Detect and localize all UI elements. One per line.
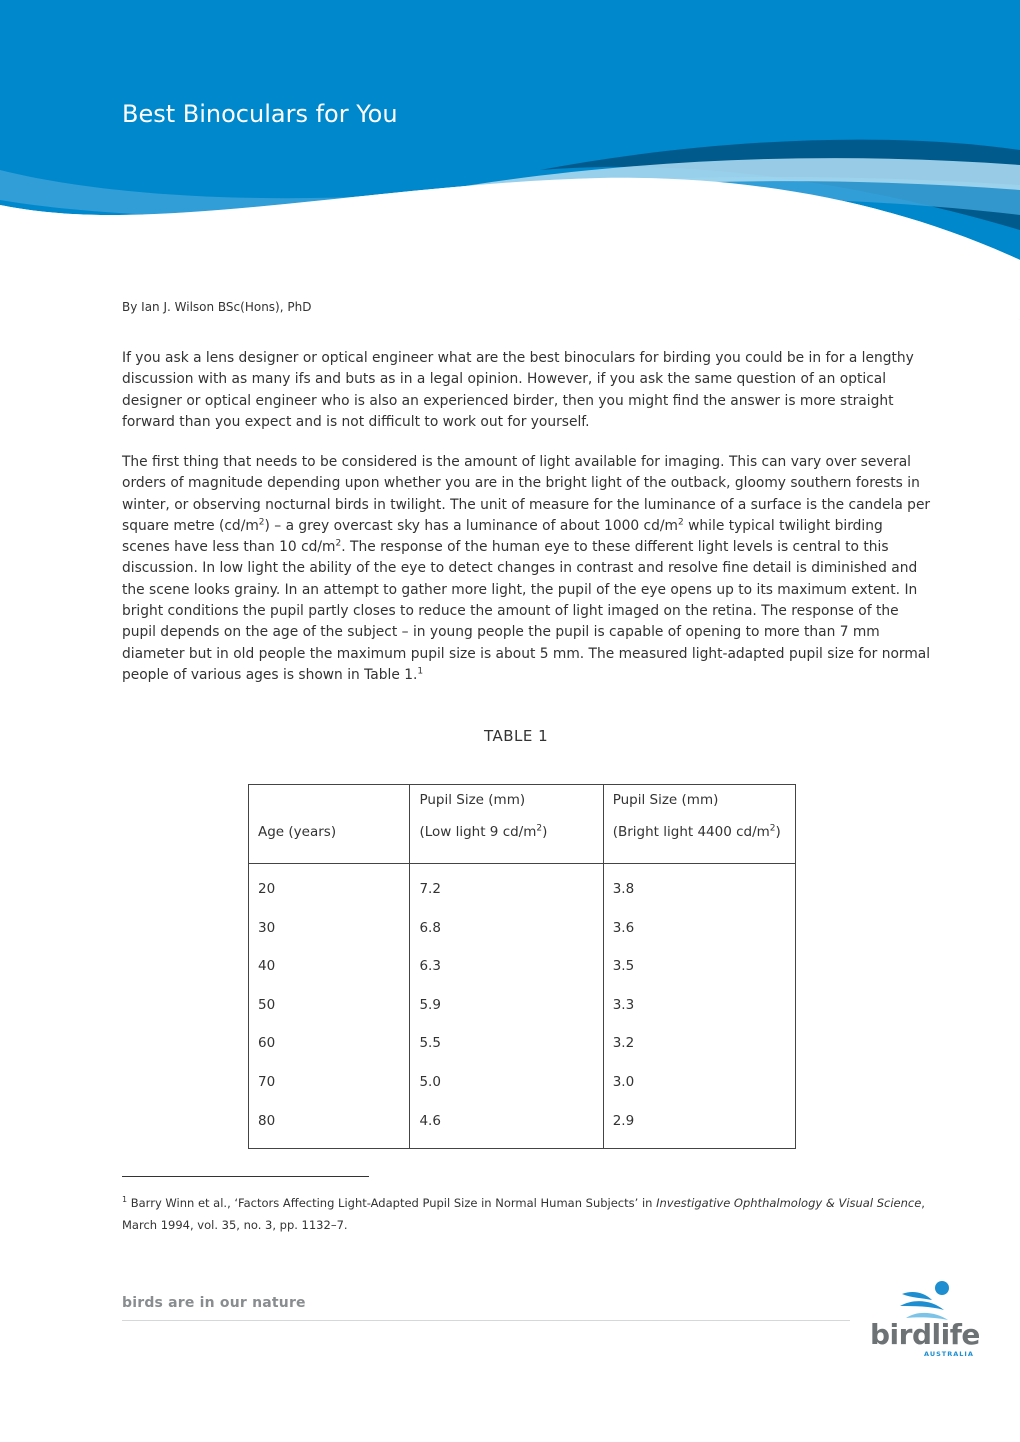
table-cell-age: 70 bbox=[249, 1063, 410, 1102]
birdlife-logo bbox=[868, 1280, 983, 1365]
table-cell-bright: 3.0 bbox=[603, 1063, 795, 1102]
footnote bbox=[122, 1192, 932, 1236]
paragraph-intro: If you ask a lens designer or optical engineer what are the best binoculars for birding you could be in for a lengthy discussion with as many ifs and buts as in a legal opinion. However, if you ask the same question of an optical designer or optical engineer who is also an experienced birder, then you might find the answer is more straight forward than you expect and is not difficult to work out for yourself. bbox=[122, 350, 914, 430]
header-bright-light bbox=[603, 785, 795, 864]
paragraph-light-text-d: . The response of the human eye to these different light levels is central to this discussion. In low light the ability of the eye to detect changes in contrast and resolve fine detail is diminished and the scene looks grainy. In an attempt to gather more light, the pupil of the eye opens up to its maximum extent. In bright conditions the pupil partly closes to reduce the amount of light imaged on the retina. The response of the pupil depends on the age of the subject – in young people the pupil is capable of opening to more than 7 mm diameter but in old people the maximum pupil size is about 5 mm. The measured light-adapted pupil size for normal people of various ages is shown in Table 1. bbox=[122, 539, 931, 683]
pupil-size-table bbox=[248, 784, 796, 1149]
table-cell-bright: 3.8 bbox=[603, 864, 795, 909]
header-bright-light-line1: Pupil Size (mm) bbox=[612, 792, 719, 808]
table-cell-low: 5.5 bbox=[410, 1024, 603, 1063]
paragraph-light-text-a: The first thing that needs to be considered is the amount of light available for imaging. This can vary over several orders of magnitude depending upon whether you are in the bright light of the outback, gloomy southern forests in winter, or observing nocturnal birds in twilight. The unit of measure for the luminance of a surface is the candela per square metre (cd/m bbox=[122, 454, 931, 534]
table-cell-bright: 2.9 bbox=[603, 1102, 795, 1149]
header-low-light-line2: (Low light 9 $cd/m^2$) bbox=[419, 823, 548, 840]
superscript-2: 2 bbox=[678, 517, 684, 528]
table-cell-age: 30 bbox=[249, 909, 410, 948]
bird-icon bbox=[898, 1280, 958, 1322]
page-title: Best Binoculars for You bbox=[122, 100, 398, 128]
footnote-journal: Investigative Ophthalmology & Visual Science bbox=[656, 1196, 922, 1210]
table-cell-age: 40 bbox=[249, 947, 410, 986]
header-age-line2: Age (years) bbox=[258, 824, 337, 840]
header-low-light-line1: Pupil Size (mm) bbox=[419, 792, 526, 808]
footnote-ref[interactable]: 1 bbox=[417, 666, 424, 677]
logo-subtitle: AUSTRALIA bbox=[924, 1350, 974, 1358]
table-cell-age: 80 bbox=[249, 1102, 410, 1149]
footnote-divider bbox=[122, 1176, 369, 1177]
table-cell-bright: 3.3 bbox=[603, 986, 795, 1025]
table-cell-bright: 3.2 bbox=[603, 1024, 795, 1063]
footer-tagline: birds are in our nature bbox=[122, 1295, 306, 1311]
header-age-line1 bbox=[258, 785, 400, 824]
byline: By Ian J. Wilson BSc(Hons), PhD bbox=[122, 300, 312, 314]
table-cell-low: 5.0 bbox=[410, 1063, 603, 1102]
table-cell-age: 60 bbox=[249, 1024, 410, 1063]
footer-divider bbox=[122, 1320, 850, 1321]
footnote-mark: 1 bbox=[122, 1195, 128, 1205]
superscript-2: 2 bbox=[258, 517, 265, 528]
header-low-light bbox=[410, 785, 603, 864]
paragraph-light-text-b: ) – a grey overcast sky has a luminance of about 1000 cd/m bbox=[264, 517, 678, 534]
footnote-text-b: , March 1994, vol. 35, no. 3, pp. 1132–7. bbox=[122, 1196, 925, 1232]
table-row bbox=[249, 1063, 796, 1102]
header-bright-light-line2: (Bright light 4400 $cd/m^2$) bbox=[612, 823, 781, 840]
table-cell-low: 5.9 bbox=[410, 986, 603, 1025]
paragraph-light-text-c: while typical twilight birding scenes have less than 10 cd/m bbox=[122, 517, 883, 556]
table-row bbox=[249, 986, 796, 1025]
table-cell-age: 20 bbox=[249, 864, 410, 909]
footnote-text-a: Barry Winn et al., ‘Factors Affecting Light-Adapted Pupil Size in Normal Human Subjects’ in bbox=[127, 1196, 657, 1210]
header-banner bbox=[0, 0, 1020, 320]
table-row bbox=[249, 864, 796, 909]
table-cell-bright: 3.6 bbox=[603, 909, 795, 948]
table-row bbox=[249, 1024, 796, 1063]
superscript-2: 2 bbox=[335, 538, 342, 549]
table-row bbox=[249, 1102, 796, 1149]
table-row bbox=[249, 947, 796, 986]
header-age bbox=[249, 785, 410, 864]
table-cell-age: 50 bbox=[249, 986, 410, 1025]
paragraph-light bbox=[122, 452, 932, 686]
logo-wordmark: birdlife bbox=[870, 1318, 980, 1351]
table-cell-bright: 3.5 bbox=[603, 947, 795, 986]
table-row bbox=[249, 909, 796, 948]
table-cell-low: 4.6 bbox=[410, 1102, 603, 1149]
table-cell-low: 6.8 bbox=[410, 909, 603, 948]
table-header-row bbox=[249, 785, 796, 864]
table-caption: TABLE 1 bbox=[484, 727, 549, 745]
table-cell-low: 6.3 bbox=[410, 947, 603, 986]
table-cell-low: 7.2 bbox=[410, 864, 603, 909]
